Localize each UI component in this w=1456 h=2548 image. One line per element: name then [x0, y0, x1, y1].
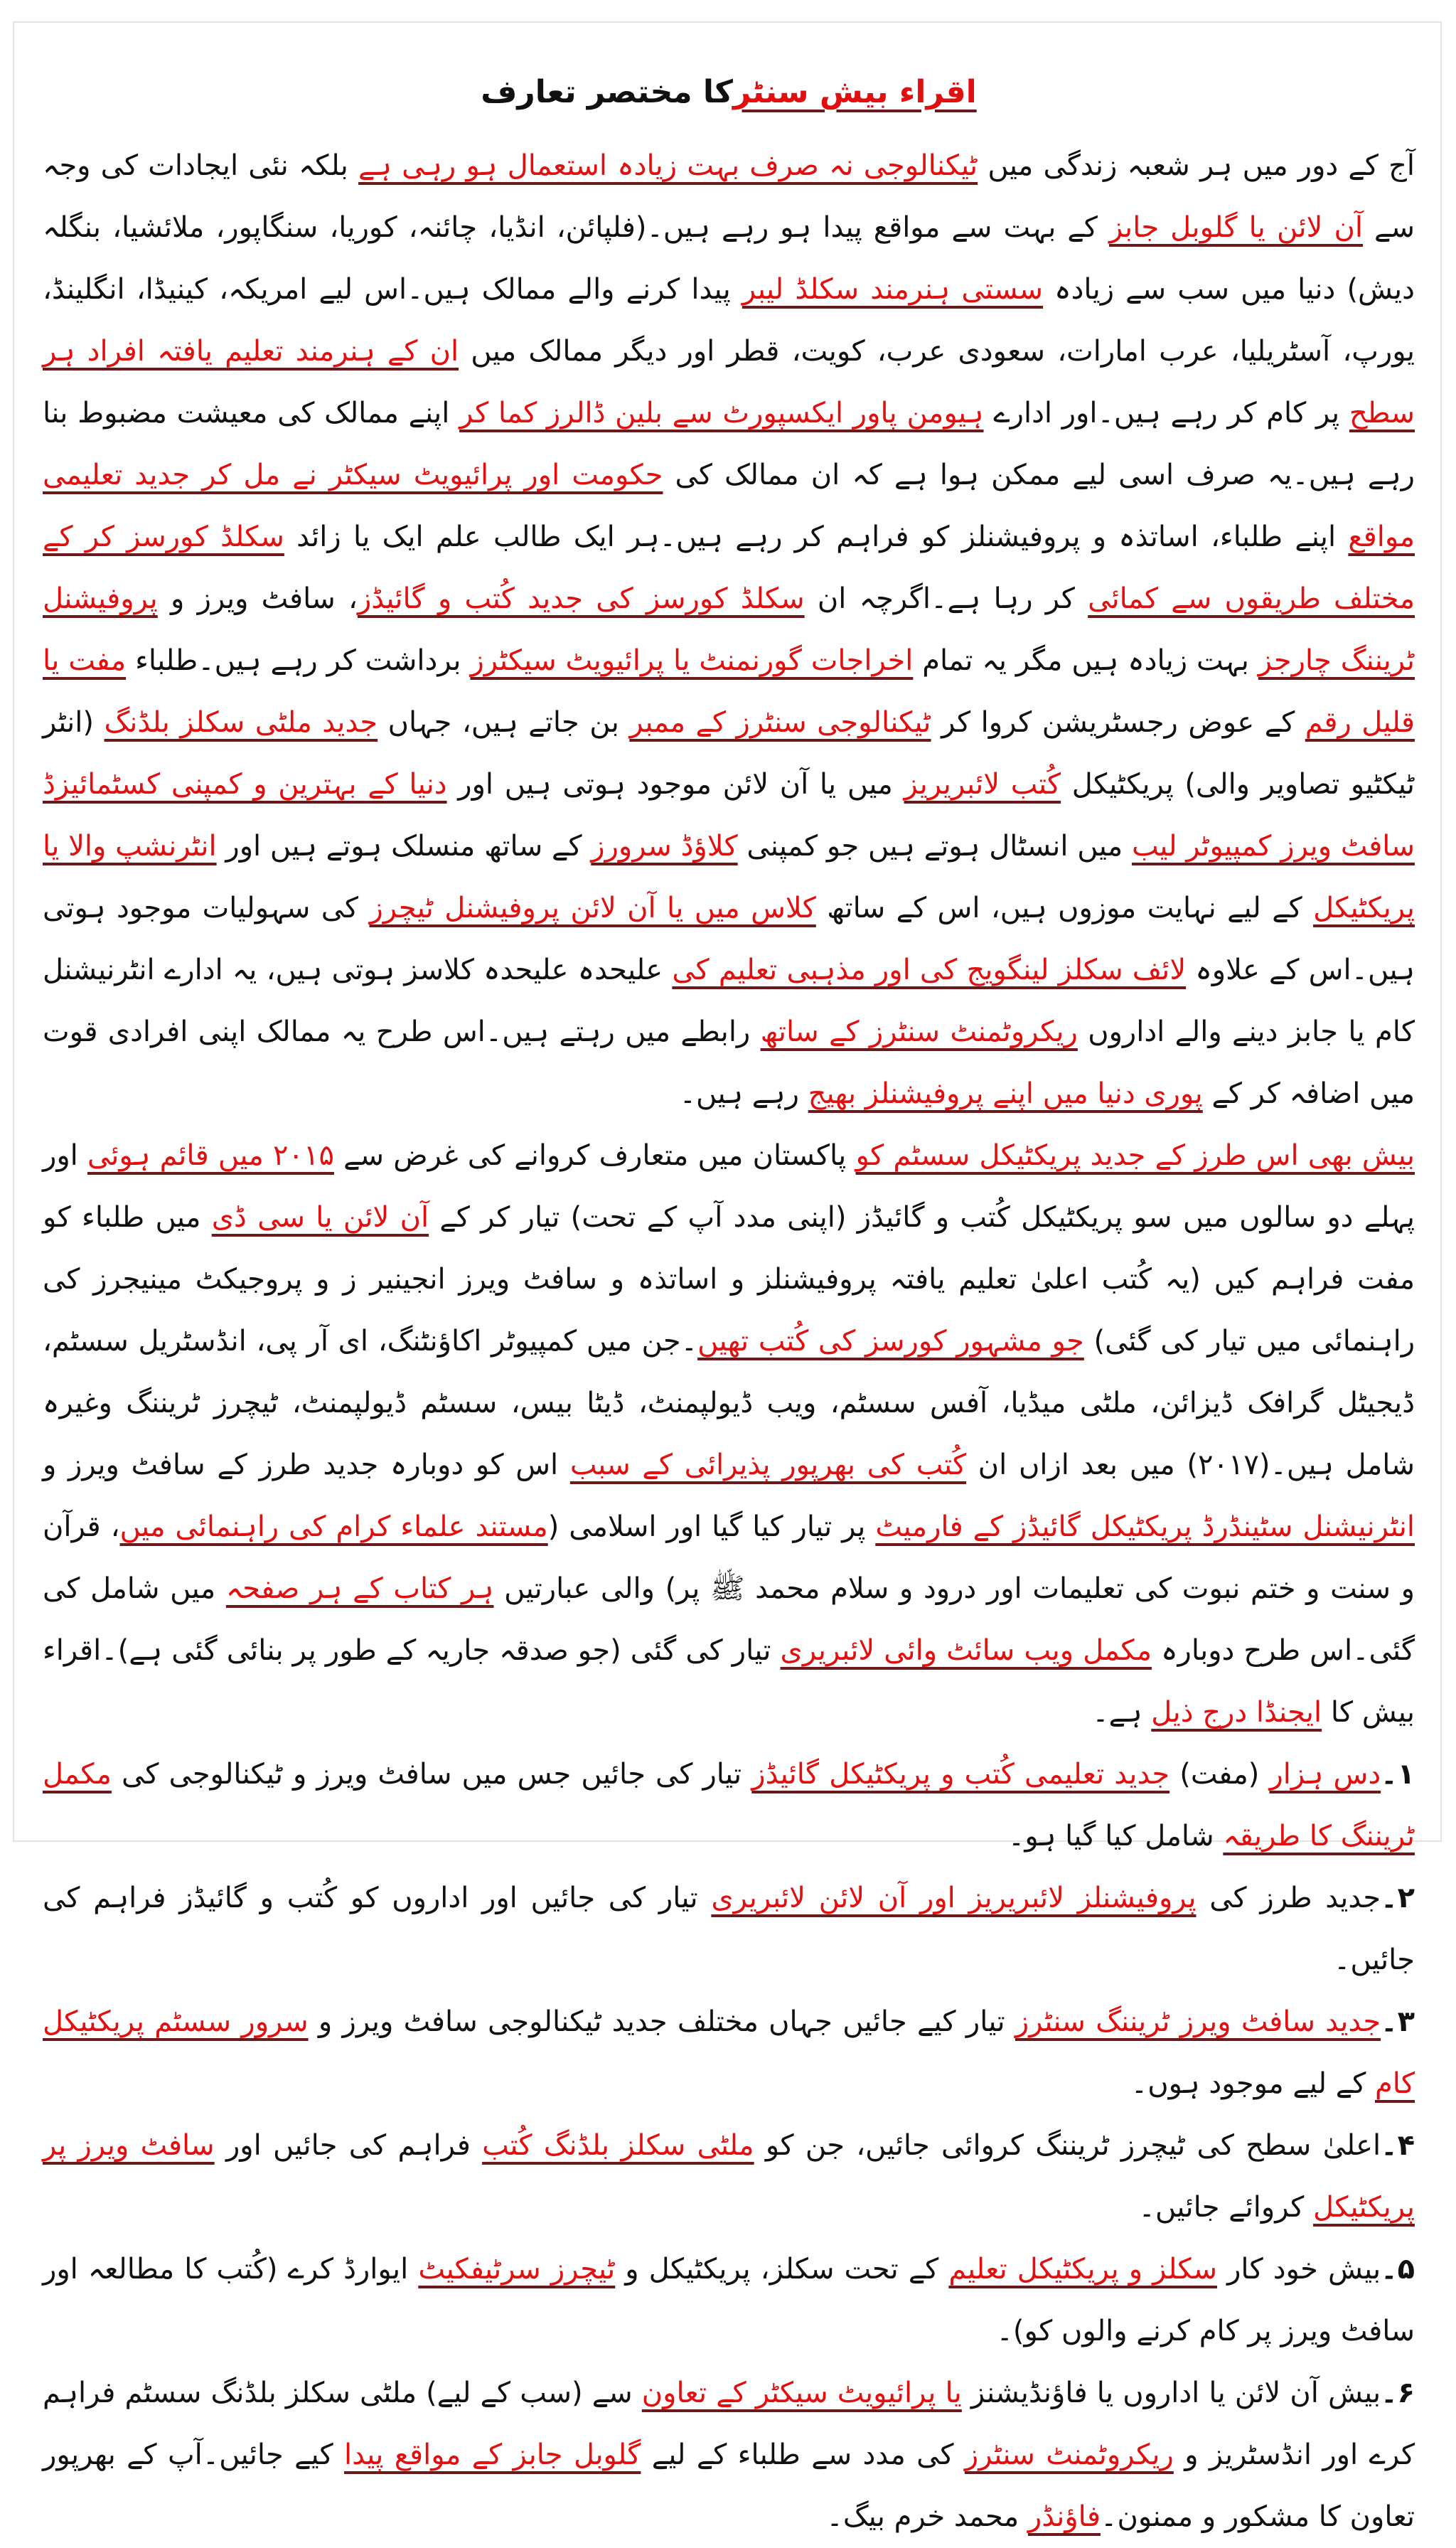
agenda-item	[43, 1867, 1415, 1991]
highlighted-phrase: سرور سسٹم پریکٹیکل کام	[43, 2005, 1415, 2100]
highlighted-phrase: مفت یا قلیل رقم	[43, 644, 1415, 739]
text-run: پاکستان میں متعارف کروانے کی غرض سے	[333, 1139, 856, 1172]
intro-paragraph	[43, 135, 1415, 1125]
highlighted-phrase: ایجنڈا درج ذیل	[1151, 1696, 1322, 1729]
highlighted-phrase: سکلز و پریکٹیکل تعلیم	[948, 2253, 1218, 2286]
highlighted-phrase: ٹیچرز سرٹیفکیٹ	[418, 2253, 616, 2286]
text-run: اس کو دوبارہ جدید طرز کے سافٹ ویرز و	[43, 1449, 570, 1481]
highlighted-phrase: انٹرنیشنل سٹینڈرڈ پریکٹیکل گائیڈز کے فارمیٹ	[875, 1510, 1415, 1543]
title-rest: کا مختصر تعارف	[481, 74, 733, 110]
text-run: بیش خود کار	[1217, 2253, 1381, 2286]
text-run: اپنے ممالک کی معیشت مضبوط بنا رہے ہیں۔یہ صرف اسی لیے ممکن ہوا ہے کہ ان ممالک کی	[43, 397, 1415, 491]
highlighted-phrase: مستند علماء کرام کی راہنمائی میں	[119, 1510, 548, 1543]
agenda-item	[43, 2115, 1415, 2239]
document-body	[43, 71, 1415, 2548]
highlighted-phrase: سکلڈ کورسز کی جدید کُتب و گائیڈز	[357, 582, 805, 615]
highlighted-phrase: ۲۰۱۵ میں قائم ہوئی	[87, 1139, 334, 1172]
highlighted-phrase: یا پرائیویٹ سیکٹر کے تعاون	[641, 2377, 962, 2409]
text-run: کی مدد سے طلباء کے لیے	[641, 2438, 965, 2471]
text-run: پر کام کر رہے ہیں۔اور ادارے	[983, 397, 1349, 430]
text-run: علیحدہ علیحدہ کلاسز ہوتی ہیں، یہ ادارے انٹرنیشنل کام یا جابز دینے والے اداروں	[43, 954, 1415, 1048]
highlighted-phrase: کلاؤڈ سرورز	[591, 830, 738, 863]
text-run: میں طلباء کو مفت فراہم کیں (یہ کُتب اعلیٰ تعلیم یافتہ پروفیشنلز و اساتذہ و سافٹ ویرز انجینیر ز و پروجیکٹ مینیجرز کی راہنمائی میں تیار کی گئی)	[43, 1201, 1415, 1358]
text-run: تیار کی جائیں جس میں سافٹ ویرز و ٹیکنالوجی کی	[111, 1758, 752, 1791]
highlighted-phrase: ٹیکنالوجی نہ صرف بہت زیادہ استعمال ہو رہی ہے	[358, 149, 978, 182]
highlighted-phrase: اخراجات گورنمنٹ یا پرائیویٹ سیکٹرز	[470, 644, 914, 677]
text-run: بلکہ نئی ایجادات کی وجہ سے	[43, 149, 1415, 244]
highlighted-phrase: ریکروٹمنٹ سنٹرز کے ساتھ	[760, 1016, 1078, 1048]
highlighted-phrase: جدید تعلیمی کُتب و پریکٹیکل گائیڈز	[751, 1758, 1170, 1791]
agenda-number: ۴۔	[1381, 2129, 1415, 2162]
highlighted-phrase: کلاس میں یا آن لائن پروفیشنل ٹیچرز	[369, 892, 816, 924]
agenda-number: ۵۔	[1381, 2253, 1415, 2286]
text-run: (انٹر ٹیکٹیو تصاویر والی) پریکٹیکل	[43, 706, 1415, 801]
text-run: (مفت)	[1169, 1758, 1270, 1791]
highlighted-phrase: پوری دنیا میں اپنے پروفیشنلز بھیج	[808, 1077, 1203, 1110]
highlighted-phrase: سکلڈ کورسز کر کے مختلف طریقوں سے کمائی	[43, 521, 1415, 615]
highlighted-phrase: ملٹی سکلز بلڈنگ کُتب	[482, 2129, 754, 2162]
highlighted-phrase: ٹیکنالوجی سنٹرز کے ممبر	[629, 706, 931, 739]
agenda-number: ۶۔	[1381, 2377, 1415, 2409]
text-run: تیار کیے جائیں جہاں مختلف جدید ٹیکنالوجی سافٹ ویرز و	[308, 2005, 1015, 2038]
agenda-item	[43, 1991, 1415, 2115]
highlighted-phrase: گلوبل جابز کے مواقع پیدا	[344, 2438, 641, 2471]
text-run: بیش آن لائن یا اداروں یا فاؤنڈیشنز	[961, 2377, 1381, 2409]
highlighted-phrase: ریکروٹمنٹ سنٹرز	[964, 2438, 1174, 2471]
highlighted-phrase: دنیا کے بہترین و کمپنی کسٹمائیزڈ سافٹ ویرز کمپیوٹر لیب	[43, 768, 1415, 863]
highlighted-phrase: ان کے ہنرمند تعلیم یافتہ افراد ہر سطح	[43, 335, 1415, 430]
agenda-number: ۱۔	[1381, 1758, 1415, 1791]
agenda-item	[43, 1744, 1415, 1867]
agenda-item	[43, 2239, 1415, 2362]
highlighted-phrase: جدید سافٹ ویرز ٹریننگ سنٹرز	[1015, 2005, 1381, 2038]
highlighted-phrase: انٹرنشپ والا یا پریکٹیکل	[43, 830, 1415, 924]
highlighted-phrase: لائف سکلز لینگویج کی اور مذہبی تعلیم کی	[672, 954, 1187, 986]
text-run: رہے ہیں۔	[679, 1077, 808, 1110]
text-run: سے (سب کے لیے) ملٹی سکلز بلڈنگ سسٹم فراہم کرے اور انڈسٹریز و	[43, 2377, 1415, 2471]
highlighted-phrase: کُتب کی بھرپور پذیرائی کے سبب	[569, 1449, 967, 1481]
highlighted-phrase: پروفیشنلز لائبریریز اور آن لائن لائبریری	[711, 1882, 1197, 1914]
highlighted-phrase: مکمل ٹریننگ کا طریقہ	[43, 1758, 1415, 1853]
highlighted-phrase: پروفیشنل ٹریننگ چارجز	[43, 582, 1415, 677]
text-run: پر تیار کیا گیا اور اسلامی (	[547, 1510, 876, 1543]
highlighted-phrase: جدید ملٹی سکلز بلڈنگ	[104, 706, 378, 739]
text-run: تیار کی گئی (جو صدقہ جاریہ کے طور پر بنائی گئی ہے)۔اقراء بیش کا	[43, 1634, 1415, 1729]
text-run: کے ساتھ منسلک ہوتے ہیں اور	[216, 830, 592, 863]
text-run: کے تحت سکلز، پریکٹیکل و	[615, 2253, 949, 2286]
text-run: بہت زیادہ ہیں مگر یہ تمام	[913, 644, 1258, 677]
text-run: فراہم کی جائیں اور	[214, 2129, 483, 2162]
text-run: اعلیٰ سطح کی ٹیچرز ٹریننگ کروائی جائیں، جن کو	[754, 2129, 1381, 2162]
highlighted-phrase: جو مشہور کورسز کی کُتب تھیں	[697, 1325, 1084, 1358]
text-run: تیار کی جائیں اور اداروں کو کُتب و گائیڈز فراہم کی جائیں۔	[43, 1882, 1415, 1976]
text-run: رابطے میں رہتے ہیں۔اس طرح یہ ممالک اپنی افرادی قوت میں اضافہ کر کے	[43, 1016, 1415, 1110]
text-run: شامل کیا گیا ہو۔	[1007, 1820, 1224, 1853]
text-run: کر رہا ہے۔اگرچہ ان	[804, 582, 1088, 615]
highlighted-phrase: بیش بھی اس طرز کے جدید پریکٹیکل سسٹم کو	[855, 1139, 1415, 1172]
highlighted-phrase: ہیومن پاور ایکسپورٹ سے بلین ڈالرز کما کر	[459, 397, 984, 430]
history-paragraph	[43, 1125, 1415, 1744]
agenda-number: ۲۔	[1381, 1882, 1415, 1914]
text-run: اپنے طلباء، اساتذہ و پروفیشنلز کو فراہم کر رہے ہیں۔ہر ایک طالب علم ایک یا زائد	[284, 521, 1349, 553]
agenda-item	[43, 2362, 1415, 2548]
text-run: کی سہولیات موجود ہوتی ہیں۔اس کے علاوہ	[43, 892, 1415, 986]
highlighted-phrase: آن لائن یا گلوبل جابز	[1108, 211, 1363, 244]
page-title	[43, 71, 1415, 114]
text-run: ، قرآن و سنت و ختم نبوت کی تعلیمات اور درود و سلام محمد ﷺ پر) والی عبارتیں	[43, 1510, 1415, 1605]
text-run: میں شامل کی گئی۔اس طرح دوبارہ	[43, 1572, 1415, 1667]
text-run: کیے جائیں۔آپ کے بھرپور تعاون کا مشکور و ممنون۔	[43, 2438, 1415, 2533]
text-run: کے بہت سے مواقع پیدا ہو رہے ہیں۔(فلپائن، انڈیا، چائنہ، کوریا، سنگاپور، ملائشیا، بنگلہ دیش) دنیا میں سب سے زیادہ	[43, 211, 1415, 306]
agenda-number: ۳۔	[1381, 2005, 1415, 2038]
text-run: محمد خرم بیگ۔	[826, 2500, 1028, 2533]
text-run: جدید طرز کی	[1196, 1882, 1381, 1914]
highlighted-phrase: سافٹ ویرز پر پریکٹیکل	[43, 2129, 1415, 2224]
text-run: ہے۔	[1092, 1696, 1152, 1729]
highlighted-phrase: فاؤنڈر	[1027, 2500, 1101, 2533]
text-run: کے لیے نہایت موزوں ہیں، اس کے ساتھ	[815, 892, 1314, 924]
text-run: کروائے جائیں۔	[1138, 2191, 1314, 2224]
text-run: کے عوض رجسٹریشن کروا کر	[931, 706, 1305, 739]
highlighted-phrase: کُتب لائبریریز	[904, 768, 1061, 801]
highlighted-phrase: آن لائن یا سی ڈی	[211, 1201, 429, 1234]
title-highlight: اقراء بیش سنٹر	[733, 74, 977, 110]
text-run: آج کے دور میں ہر شعبہ زندگی میں	[978, 149, 1415, 182]
highlighted-phrase: حکومت اور پرائیویٹ سیکٹر نے مل کر جدید تعلیمی مواقع	[43, 459, 1415, 553]
text-run: اور پہلے دو سالوں میں سو پریکٹیکل کُتب و گائیڈز (اپنی مدد آپ کے تحت) تیار کر کے	[43, 1139, 1415, 1234]
agenda-list	[43, 1744, 1415, 2548]
text-run: ، سافٹ ویرز و	[157, 582, 358, 615]
text-run: بن جاتے ہیں، جہاں	[378, 706, 630, 739]
highlighted-phrase: مکمل ویب سائٹ وائی لائبریری	[780, 1634, 1152, 1667]
highlighted-phrase: ہر کتاب کے ہر صفحہ	[225, 1572, 494, 1605]
text-run: برداشت کر رہے ہیں۔طلباء	[126, 644, 471, 677]
highlighted-phrase: دس ہزار	[1269, 1758, 1381, 1791]
text-run: ۔جن میں کمپیوٹر اکاؤنٹنگ، ای آر پی، انڈسٹریل سسٹم، ڈیجیٹل گرافک ڈیزائن، ملٹی میڈیا، آفس سسٹم، ویب ڈیولپمنٹ، ڈیٹا بیس، سسٹم ڈیولپمنٹ، ٹیچرز ٹریننگ وغیرہ شامل ہیں۔(۲۰۱۷) میں بعد ازاں ان	[43, 1325, 1415, 1481]
text-run: میں یا آن لائن موجود ہوتی ہیں اور	[446, 768, 904, 801]
text-run: کے لیے موجود ہوں۔	[1130, 2067, 1375, 2100]
highlighted-phrase: سستی ہنرمند سکلڈ لیبر	[742, 273, 1044, 306]
text-run: پیدا کرنے والے ممالک ہیں۔اس لیے امریکہ، کینیڈا، انگلینڈ، یورپ، آسٹریلیا، عرب امارات، سعودی عرب، کویت، قطر اور دیگر ممالک میں	[43, 273, 1415, 368]
text-run: میں انسٹال ہوتے ہیں جو کمپنی	[737, 830, 1132, 863]
text-run: ایوارڈ کرے (کُتب کا مطالعہ اور سافٹ ویرز پر کام کرنے والوں کو)۔	[43, 2253, 1415, 2347]
